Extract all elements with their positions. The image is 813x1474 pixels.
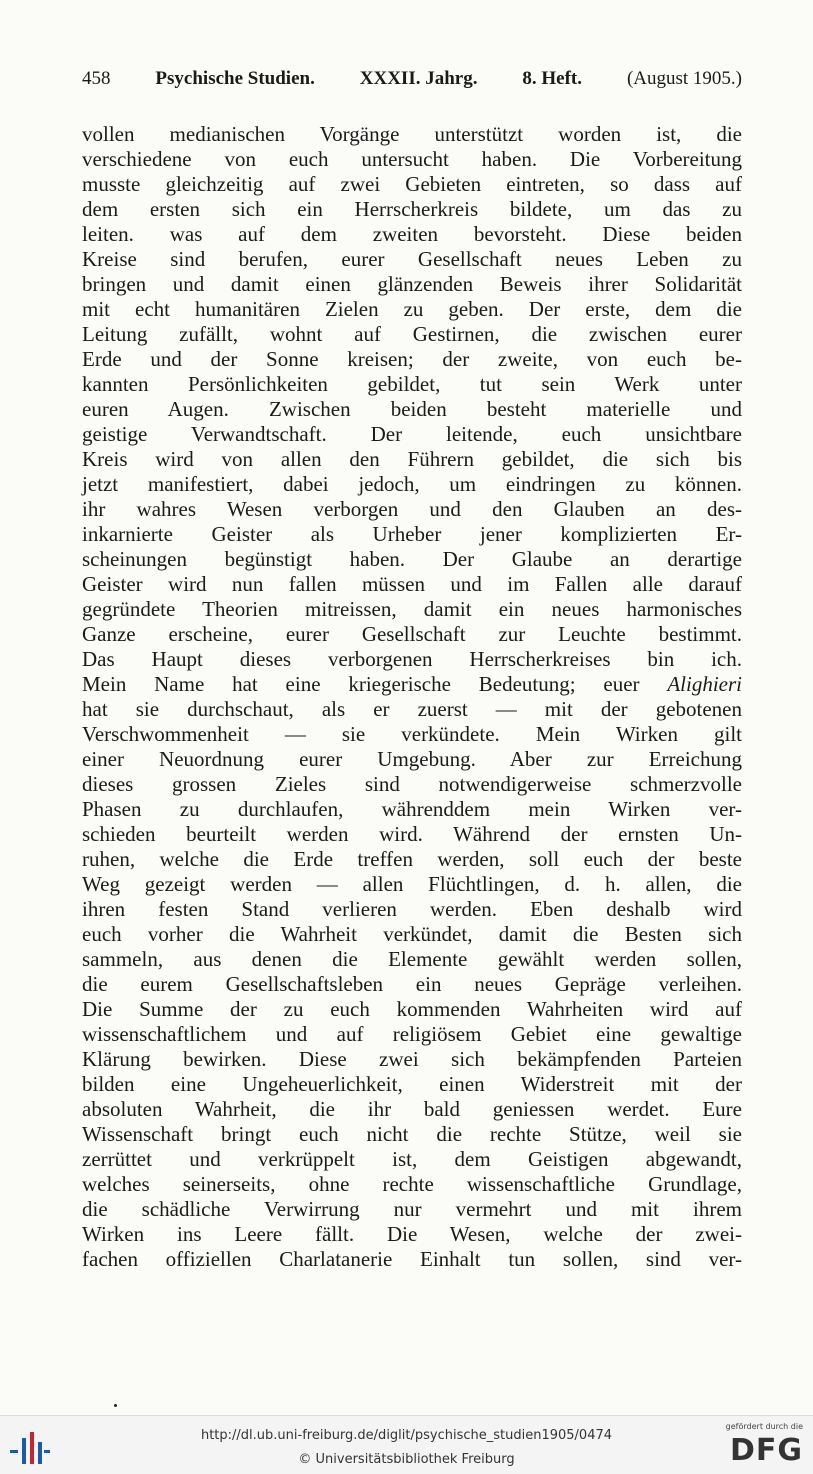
text-line: dieses grossen Zieles sind notwendigerweise schmerzvolle <box>82 772 742 796</box>
text-line: vollen medianischen Vorgänge unterstützt worden ist, die <box>82 122 742 146</box>
text-line: Wirken ins Leere fällt. Die Wesen, welche der zwei- <box>82 1222 742 1246</box>
text-line: Weg gezeigt werden — allen Flüchtlingen, d. h. allen, die <box>82 872 742 896</box>
text-line: fachen offiziellen Charlatanerie Einhalt tun sollen, sind ver- <box>82 1247 742 1271</box>
text-line: welches seinerseits, ohne rechte wissenschaftliche Grundlage, <box>82 1172 742 1196</box>
dfg-logo: DFG <box>729 1433 803 1468</box>
text-line: gegründete Theorien mitreissen, damit ein neues harmonisches <box>82 597 742 621</box>
text-line: ruhen, welche die Erde treffen werden, soll euch der beste <box>82 847 742 871</box>
text-line: bilden eine Ungeheuerlichkeit, einen Widerstreit mit der <box>82 1072 742 1096</box>
text-line: Leitung zufällt, wohnt auf Gestirnen, die zwischen eurer <box>82 322 742 346</box>
text-line: euren Augen. Zwischen beiden besteht materielle und <box>82 397 742 421</box>
text-line: mit echt humanitären Zielen zu geben. Der erste, dem die <box>82 297 742 321</box>
text-line: Das Haupt dieses verborgenen Herrscherkreises bin ich. <box>82 647 742 671</box>
permalink-url[interactable]: http://dl.ub.uni-freiburg.de/diglit/psychische_studien1905/0474 <box>200 1428 613 1443</box>
text-line: Erde und der Sonne kreisen; der zweite, von euch be- <box>82 347 742 371</box>
text-line: schieden beurteilt werden wird. Während der ernsten Un- <box>82 822 742 846</box>
running-header <box>82 68 742 90</box>
text-line: geistige Verwandtschaft. Der leitende, euch unsichtbare <box>82 422 742 446</box>
text-line: euch vorher die Wahrheit verkündet, damit die Besten sich <box>82 922 742 946</box>
text-line: einer Neuordnung eurer Umgebung. Aber zur Erreichung <box>82 747 742 771</box>
text-line: absoluten Wahrheit, die ihr bald geniessen werdet. Eure <box>82 1097 742 1121</box>
text-line: verschiedene von euch untersucht haben. Die Vorbereitung <box>82 147 742 171</box>
journal-title: Psychische Studien. <box>155 68 315 89</box>
text-line: Verschwommenheit — sie verkündete. Mein Wirken gilt <box>82 722 742 746</box>
text-line: Ganze erscheine, eurer Gesellschaft zur Leuchte bestimmt. <box>82 622 742 646</box>
text-line: jetzt manifestiert, dabei jedoch, um eindringen zu können. <box>82 472 742 496</box>
text-line: inkarnierte Geister als Urheber jener komplizierten Er- <box>82 522 742 546</box>
text-line: musste gleichzeitig auf zwei Gebieten eintreten, so dass auf <box>82 172 742 196</box>
text-line: hat sie durchschaut, als er zuerst — mit der gebotenen <box>82 697 742 721</box>
copyright-notice: © Universitätsbibliothek Freiburg <box>298 1452 515 1467</box>
volume: XXXII. Jahrg. <box>359 68 478 89</box>
page-number: 458 <box>82 68 111 89</box>
text-line: Phasen zu durchlaufen, währenddem mein Wirken ver- <box>82 797 742 821</box>
text-line: bringen und damit einen glänzenden Beweis ihrer Solidarität <box>82 272 742 296</box>
text-line: ihr wahres Wesen verborgen und den Glauben an des- <box>82 497 742 521</box>
text-line: Wissenschaft bringt euch nicht die rechte Stütze, weil sie <box>82 1122 742 1146</box>
body-text <box>82 122 742 1272</box>
scan-speck <box>114 1404 117 1407</box>
text-line: sammeln, aus denen die Elemente gewählt werden sollen, <box>82 947 742 971</box>
text-line: wissenschaftlichem und auf religiösem Gebiet eine gewaltige <box>82 1022 742 1046</box>
text-line: Kreis wird von allen den Führern gebildet, die sich bis <box>82 447 742 471</box>
text-line: die eurem Gesellschaftsleben ein neues Gepräge verleihen. <box>82 972 742 996</box>
italic-name: Alighieri <box>667 672 742 696</box>
text-line: Die Summe der zu euch kommenden Wahrheiten wird auf <box>82 997 742 1021</box>
issue-date: (August 1905.) <box>626 68 742 89</box>
text-line: Geister wird nun fallen müssen und im Fallen alle darauf <box>82 572 742 596</box>
text-line: dem ersten sich ein Herrscherkreis bildete, um das zu <box>82 197 742 221</box>
viewer-footer <box>0 1415 813 1474</box>
text-line: zerrüttet und verkrüppelt ist, dem Geistigen abgewandt, <box>82 1147 742 1171</box>
text-line: ihren festen Stand verlieren werden. Eben deshalb wird <box>82 897 742 921</box>
text-line: Mein Name hat eine kriegerische Bedeutung; euer Alighieri <box>82 672 742 696</box>
dfg-funding-note: gefördert durch die <box>725 1422 803 1431</box>
text-line: scheinungen begünstigt haben. Der Glaube an derartige <box>82 547 742 571</box>
issue: 8. Heft. <box>522 68 583 89</box>
text-line: Klärung bewirken. Diese zwei sich bekämpfenden Parteien <box>82 1047 742 1071</box>
text-line: leiten. was auf dem zweiten bevorsteht. Diese beiden <box>82 222 742 246</box>
text-line: die schädliche Verwirrung nur vermehrt und mit ihrem <box>82 1197 742 1221</box>
text-line: Kreise sind berufen, eurer Gesellschaft neues Leben zu <box>82 247 742 271</box>
text-line: kannten Persönlichkeiten gebildet, tut sein Werk unter <box>82 372 742 396</box>
